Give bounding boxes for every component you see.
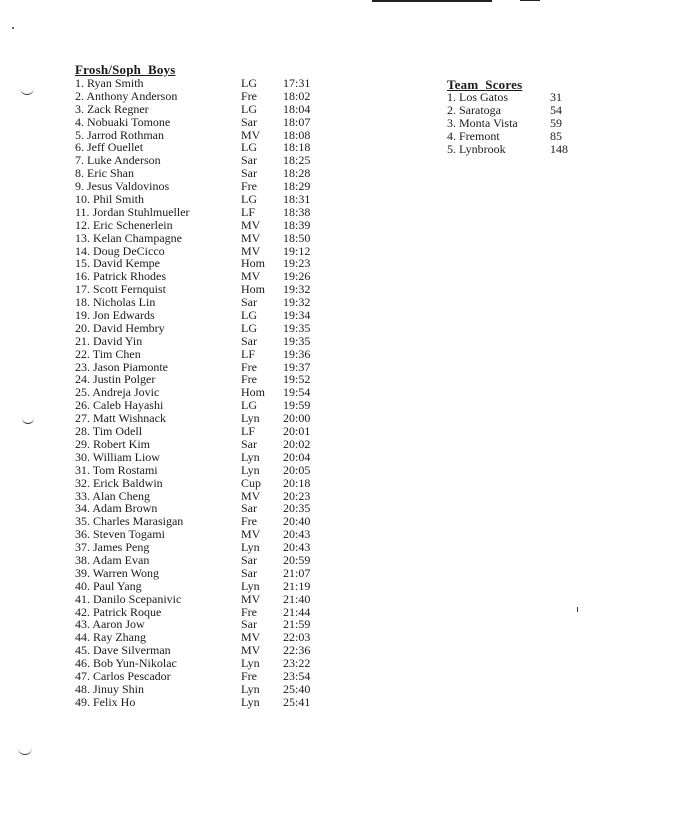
scan-artifact-line bbox=[520, 0, 540, 1]
runner-place: 45. bbox=[75, 643, 90, 658]
team-name: Monta Vista bbox=[459, 116, 518, 130]
runner-place: 47. bbox=[75, 668, 90, 683]
runner-time: 20:00 bbox=[283, 411, 311, 426]
runner-place: 37. bbox=[75, 540, 90, 555]
runner-name: Tim Chen bbox=[92, 346, 141, 361]
team-score: 54 bbox=[550, 103, 562, 117]
scan-artifact-speck bbox=[577, 607, 578, 612]
runner-place: 29. bbox=[75, 436, 90, 451]
runner-place: 48. bbox=[75, 681, 90, 696]
runner-name: Felix Ho bbox=[93, 694, 136, 709]
runner-time: 25:41 bbox=[283, 694, 311, 709]
runner-place: 11. bbox=[75, 204, 90, 219]
runner-place: 26. bbox=[75, 398, 90, 413]
runner-school: Sar bbox=[241, 436, 257, 451]
runner-time: 17:31 bbox=[283, 76, 311, 90]
runner-school: Lyn bbox=[241, 694, 260, 709]
runner-time: 18:31 bbox=[283, 192, 311, 207]
runner-school: Lyn bbox=[241, 681, 260, 696]
runner-name: Andreja Jovic bbox=[92, 385, 160, 400]
runner-school: MV bbox=[241, 217, 261, 232]
runner-place: 19. bbox=[75, 308, 90, 323]
runner-name: Matt Wishnack bbox=[93, 411, 166, 426]
runner-name: William Liow bbox=[92, 449, 160, 464]
runner-school: Fre bbox=[241, 604, 257, 619]
team-name: Los Gatos bbox=[459, 90, 508, 104]
runner-name: David Hembry bbox=[93, 320, 165, 335]
runner-school: Hom bbox=[241, 282, 265, 297]
runner-time: 19:37 bbox=[283, 359, 311, 374]
runner-name: Justin Polger bbox=[93, 372, 156, 387]
runner-school: Sar bbox=[241, 153, 257, 168]
runner-name: Tim Odell bbox=[92, 424, 143, 439]
runner-place: 38. bbox=[75, 552, 90, 567]
runner-school: MV bbox=[241, 591, 261, 606]
runner-school: Fre bbox=[241, 179, 257, 194]
runner-school: Fre bbox=[241, 88, 257, 103]
runner-school: MV bbox=[241, 643, 261, 658]
runner-name: James Peng bbox=[93, 540, 150, 555]
runner-place: 43. bbox=[75, 617, 90, 632]
runner-name: Bob Yun-Nikolac bbox=[93, 656, 177, 671]
runner-place: 25. bbox=[75, 385, 90, 400]
runner-name: Luke Anderson bbox=[87, 153, 161, 168]
runner-place: 39. bbox=[75, 565, 90, 580]
runner-time: 18:38 bbox=[283, 204, 311, 219]
runner-name: Doug DeCicco bbox=[93, 243, 165, 258]
runner-place: 46. bbox=[75, 656, 90, 671]
runner-place: 16. bbox=[75, 269, 90, 284]
runner-time: 23:22 bbox=[283, 656, 311, 671]
runner-name: Scott Fernquist bbox=[93, 282, 167, 297]
runner-place: 31. bbox=[75, 462, 90, 477]
runner-name: Nicholas Lin bbox=[93, 295, 156, 310]
runner-time: 19:26 bbox=[283, 269, 311, 284]
runner-school: Lyn bbox=[241, 656, 260, 671]
runner-name: Steven Togami bbox=[93, 527, 165, 542]
runner-school: Sar bbox=[241, 114, 257, 129]
runner-school: Sar bbox=[241, 166, 257, 181]
runner-name: Ray Zhang bbox=[93, 630, 146, 645]
runner-place: 24. bbox=[75, 372, 90, 387]
scan-artifact-speck bbox=[12, 27, 14, 29]
runner-school: LF bbox=[241, 424, 256, 439]
runner-school: Lyn bbox=[241, 578, 260, 593]
runner-time: 19:32 bbox=[283, 282, 311, 297]
runner-name: Jeff Ouellet bbox=[87, 140, 144, 155]
runner-name: Anthony Anderson bbox=[86, 88, 178, 103]
runner-name: Ryan Smith bbox=[87, 76, 144, 90]
runner-school: Fre bbox=[241, 514, 257, 529]
runner-time: 18:25 bbox=[283, 153, 311, 168]
runner-place: 17. bbox=[75, 282, 90, 297]
runner-name: Charles Marasigan bbox=[93, 514, 184, 529]
runner-time: 21:40 bbox=[283, 591, 311, 606]
runner-name: Warren Wong bbox=[92, 565, 159, 580]
runner-time: 19:52 bbox=[283, 372, 311, 387]
runner-name: Phil Smith bbox=[93, 192, 145, 207]
runner-place: 1. bbox=[75, 76, 84, 90]
runner-name: Jon Edwards bbox=[93, 308, 155, 323]
runner-time: 20:02 bbox=[283, 436, 311, 451]
runner-time: 21:44 bbox=[283, 604, 311, 619]
runner-time: 18:02 bbox=[283, 88, 311, 103]
runner-school: Lyn bbox=[241, 540, 260, 555]
runner-name: Eric Shan bbox=[87, 166, 134, 181]
runner-place: 28. bbox=[75, 424, 90, 439]
runner-place: 7. bbox=[75, 153, 84, 168]
runner-time: 19:59 bbox=[283, 398, 311, 413]
runner-place: 23. bbox=[75, 359, 90, 374]
runner-school: Sar bbox=[241, 333, 257, 348]
runner-place: 12. bbox=[75, 217, 90, 232]
runner-place: 20. bbox=[75, 320, 90, 335]
runner-place: 4. bbox=[75, 114, 84, 129]
runner-name: Jordan Stuhlmueller bbox=[92, 204, 190, 219]
runner-name: Nobuaki Tomone bbox=[87, 114, 171, 129]
runner-school: LG bbox=[241, 76, 257, 90]
results-title: Frosh/Soph Boys bbox=[75, 62, 176, 77]
runner-place: 22. bbox=[75, 346, 90, 361]
runner-time: 19:35 bbox=[283, 320, 311, 335]
runner-place: 21. bbox=[75, 333, 90, 348]
runner-time: 22:36 bbox=[283, 643, 311, 658]
runner-school: Sar bbox=[241, 552, 257, 567]
runner-time: 18:07 bbox=[283, 114, 311, 129]
runner-time: 18:28 bbox=[283, 166, 311, 181]
runner-time: 18:29 bbox=[283, 179, 311, 194]
margin-mark bbox=[22, 418, 34, 424]
runner-name: Dave Silverman bbox=[93, 643, 171, 658]
runner-school: Cup bbox=[241, 475, 262, 490]
runner-time: 20:35 bbox=[283, 501, 311, 516]
team-score-row bbox=[447, 143, 587, 156]
runner-school: Fre bbox=[241, 359, 257, 374]
runner-name: Patrick Rhodes bbox=[93, 269, 166, 284]
runner-name: Aaron Jow bbox=[92, 617, 145, 632]
runner-place: 49. bbox=[75, 694, 90, 709]
runner-time: 20:23 bbox=[283, 488, 311, 503]
runner-time: 18:50 bbox=[283, 230, 311, 245]
runner-time: 19:32 bbox=[283, 295, 311, 310]
runner-time: 20:01 bbox=[283, 424, 311, 439]
runner-place: 15. bbox=[75, 256, 90, 271]
runner-time: 20:18 bbox=[283, 475, 311, 490]
runner-name: Erick Baldwin bbox=[93, 475, 163, 490]
runner-school: Hom bbox=[241, 256, 265, 271]
runner-time: 20:43 bbox=[283, 540, 311, 555]
team-place-name bbox=[447, 143, 506, 156]
runner-place: 6. bbox=[75, 140, 84, 155]
runner-time: 21:07 bbox=[283, 565, 311, 580]
runner-time: 20:40 bbox=[283, 514, 311, 529]
runner-name: David Yin bbox=[93, 333, 143, 348]
runner-time: 18:39 bbox=[283, 217, 311, 232]
runner-place: 8. bbox=[75, 166, 84, 181]
runner-place: 18. bbox=[75, 295, 90, 310]
team-name: Lynbrook bbox=[459, 142, 506, 156]
runner-time: 20:43 bbox=[283, 527, 311, 542]
runner-school: LG bbox=[241, 192, 257, 207]
team-score: 85 bbox=[550, 129, 562, 143]
runner-school: Sar bbox=[241, 295, 257, 310]
runner-place: 13. bbox=[75, 230, 90, 245]
runner-school: MV bbox=[241, 127, 261, 142]
runner-time: 21:59 bbox=[283, 617, 311, 632]
runner-place: 30. bbox=[75, 449, 90, 464]
runner-school: LG bbox=[241, 320, 257, 335]
runner-place: 34. bbox=[75, 501, 90, 516]
runner-school: MV bbox=[241, 488, 261, 503]
team-place: 2. bbox=[447, 103, 456, 117]
runner-name: Alan Cheng bbox=[92, 488, 150, 503]
scan-artifact-line bbox=[372, 0, 492, 2]
runner-school: LF bbox=[241, 204, 256, 219]
runner-time: 21:19 bbox=[283, 578, 311, 593]
runner-school: Fre bbox=[241, 372, 257, 387]
runner-time: 19:54 bbox=[283, 385, 311, 400]
runner-school: LG bbox=[241, 101, 257, 116]
runner-name: Jarrod Rothman bbox=[87, 127, 164, 142]
team-score: 59 bbox=[550, 116, 562, 130]
runner-time: 25:40 bbox=[283, 681, 311, 696]
team-place: 1. bbox=[447, 90, 456, 104]
team-scores-list bbox=[447, 91, 587, 156]
runner-name: Eric Schenerlein bbox=[93, 217, 173, 232]
runner-school: LG bbox=[241, 398, 257, 413]
runner-name: Jesus Valdovinos bbox=[87, 179, 170, 194]
runner-place-name bbox=[75, 696, 135, 709]
runner-time: 19:34 bbox=[283, 308, 311, 323]
runner-time: 18:18 bbox=[283, 140, 311, 155]
runner-time: 20:04 bbox=[283, 449, 311, 464]
runner-place: 36. bbox=[75, 527, 90, 542]
runner-school: Sar bbox=[241, 617, 257, 632]
runner-place: 41. bbox=[75, 591, 90, 606]
runner-place: 5. bbox=[75, 127, 84, 142]
runner-name: Patrick Roque bbox=[93, 604, 162, 619]
runner-school: MV bbox=[241, 269, 261, 284]
runner-place: 35. bbox=[75, 514, 90, 529]
runner-place: 14. bbox=[75, 243, 90, 258]
runner-time: 20:59 bbox=[283, 552, 311, 567]
runner-school: Sar bbox=[241, 501, 257, 516]
runner-place: 33. bbox=[75, 488, 90, 503]
runner-place: 2. bbox=[75, 88, 84, 103]
runner-school: Lyn bbox=[241, 411, 260, 426]
runner-time: 18:04 bbox=[283, 101, 311, 116]
team-score: 148 bbox=[550, 142, 568, 156]
runner-place: 32. bbox=[75, 475, 90, 490]
runner-school: LG bbox=[241, 308, 257, 323]
runner-time: 19:23 bbox=[283, 256, 311, 271]
runner-place: 9. bbox=[75, 179, 84, 194]
runner-name: Adam Brown bbox=[92, 501, 158, 516]
runner-place: 44. bbox=[75, 630, 90, 645]
runner-place: 3. bbox=[75, 101, 84, 116]
runner-school: Fre bbox=[241, 668, 257, 683]
team-place: 4. bbox=[447, 129, 456, 143]
runner-school: MV bbox=[241, 230, 261, 245]
runner-place: 27. bbox=[75, 411, 90, 426]
runner-name: Kelan Champagne bbox=[93, 230, 182, 245]
team-place: 5. bbox=[447, 142, 456, 156]
runner-time: 22:03 bbox=[283, 630, 311, 645]
runner-name: Robert Kim bbox=[93, 436, 150, 451]
team-name: Saratoga bbox=[459, 103, 501, 117]
runner-school: Lyn bbox=[241, 462, 260, 477]
runner-name: Zack Regner bbox=[87, 101, 149, 116]
team-scores-title: Team Scores bbox=[447, 77, 523, 92]
runner-time: 19:36 bbox=[283, 346, 311, 361]
team-score: 31 bbox=[550, 90, 562, 104]
runner-time: 20:05 bbox=[283, 462, 311, 477]
runner-name: Danilo Scepanivic bbox=[93, 591, 182, 606]
runner-name: David Kempe bbox=[93, 256, 160, 271]
runner-time: 23:54 bbox=[283, 668, 311, 683]
runner-time: 19:35 bbox=[283, 333, 311, 348]
runner-place: 10. bbox=[75, 192, 90, 207]
runner-school: Hom bbox=[241, 385, 265, 400]
runner-time: 19:12 bbox=[283, 243, 311, 258]
runner-school: LG bbox=[241, 140, 257, 155]
runner-name: Paul Yang bbox=[93, 578, 142, 593]
runner-name: Caleb Hayashi bbox=[93, 398, 164, 413]
runner-school: MV bbox=[241, 630, 261, 645]
runner-time: 18:08 bbox=[283, 127, 311, 142]
runner-name: Carlos Pescador bbox=[93, 668, 171, 683]
runner-name: Adam Evan bbox=[92, 552, 150, 567]
margin-mark bbox=[20, 88, 34, 95]
runner-place: 40. bbox=[75, 578, 90, 593]
runner-name: Jinuy Shin bbox=[93, 681, 145, 696]
runner-name: Jason Piamonte bbox=[93, 359, 168, 374]
runner-school: Sar bbox=[241, 565, 257, 580]
team-place: 3. bbox=[447, 116, 456, 130]
runner-place: 42. bbox=[75, 604, 90, 619]
runner-school: MV bbox=[241, 527, 261, 542]
runner-name: Tom Rostami bbox=[92, 462, 158, 477]
runner-school: MV bbox=[241, 243, 261, 258]
margin-mark bbox=[18, 748, 32, 755]
runner-school: Lyn bbox=[241, 449, 260, 464]
runner-school: LF bbox=[241, 346, 256, 361]
team-name: Fremont bbox=[459, 129, 500, 143]
